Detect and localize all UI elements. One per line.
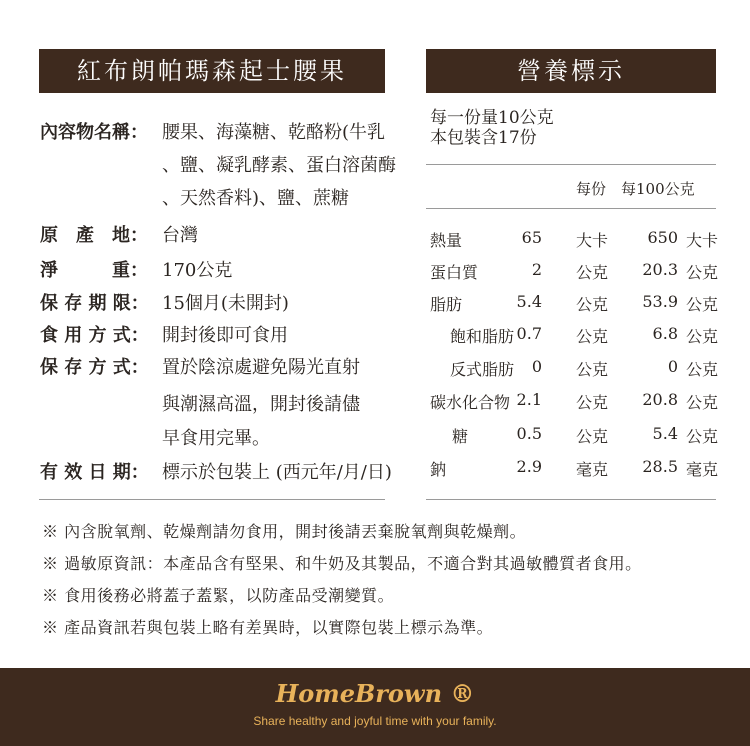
per-serving-unit: 公克 <box>576 327 609 346</box>
divider <box>39 499 385 500</box>
col-per-100g: 每100公克 <box>621 180 695 198</box>
per-100g-value: 650 <box>647 228 678 247</box>
per-100g-value: 5.4 <box>652 424 678 443</box>
storage-label: 保 存 方 式： <box>40 357 149 378</box>
shelf-life-value: 15個月(未開封) <box>162 293 289 314</box>
per-serving-unit: 大卡 <box>576 231 609 250</box>
nutrient-name: 鈉 <box>430 460 447 479</box>
nutrient-name: 反式脂肪 <box>450 360 515 379</box>
shelf-life-label: 保 存 期 限： <box>40 293 149 314</box>
serving-size: 每一份量10公克 <box>430 108 554 128</box>
ingredients-line-2: 、鹽、凝乳酵素、蛋白溶菌酶 <box>162 155 396 176</box>
divider <box>426 499 716 500</box>
net-weight-value: 170公克 <box>162 260 233 281</box>
per-100g-value: 28.5 <box>642 457 678 476</box>
nutrient-name: 糖 <box>452 427 469 446</box>
col-per-serving: 每份 <box>576 180 607 198</box>
nutrition-row <box>430 292 719 314</box>
net-weight-label: 淨 重： <box>40 260 148 281</box>
ingredients-label: 內容物名稱： <box>40 122 148 143</box>
note-item: ※ 食用後務必將蓋子蓋緊，以防產品受潮變質。 <box>42 586 395 605</box>
nutrition-title: 營養標示 <box>426 49 716 93</box>
nutrient-name: 飽和脂肪 <box>450 327 515 346</box>
per-serving-unit: 毫克 <box>576 460 609 479</box>
nutrition-row <box>430 260 719 282</box>
divider <box>426 164 716 165</box>
per-100g-value: 20.3 <box>642 260 678 279</box>
nutrient-name: 熱量 <box>430 231 463 250</box>
nutrition-row <box>430 457 719 479</box>
per-100g-value: 0 <box>667 357 678 376</box>
nutrition-row <box>430 424 719 446</box>
nutrient-name: 碳水化合物 <box>430 393 511 412</box>
nutrition-row <box>430 324 719 346</box>
per-100g-unit: 公克 <box>686 263 719 282</box>
usage-value: 開封後即可食用 <box>162 325 288 346</box>
note-item: ※ 產品資訊若與包裝上略有差異時，以實際包裝上標示為準。 <box>42 618 494 637</box>
nutrient-name: 蛋白質 <box>430 263 479 282</box>
per-serving-unit: 公克 <box>576 393 609 412</box>
per-100g-value: 53.9 <box>642 292 678 311</box>
expiry-label: 有 效 日 期： <box>40 462 149 483</box>
per-100g-unit: 公克 <box>686 360 719 379</box>
note-item: ※ 過敏原資訊：本產品含有堅果、和牛奶及其製品，不適合對其過敏體質者食用。 <box>42 554 642 573</box>
usage-label: 食 用 方 式： <box>40 325 149 346</box>
nutrition-row <box>430 228 719 250</box>
per-serving-value: 0.7 <box>516 324 542 343</box>
product-title: 紅布朗帕瑪森起士腰果 <box>39 49 385 93</box>
storage-line-2: 與潮濕高溫，開封後請儘 <box>162 394 360 415</box>
brand-logo: HomeBrown ® <box>275 679 475 708</box>
per-100g-unit: 大卡 <box>686 231 719 250</box>
per-100g-unit: 公克 <box>686 393 719 412</box>
nutrition-row <box>430 357 719 379</box>
per-100g-value: 6.8 <box>652 324 678 343</box>
per-serving-unit: 公克 <box>576 427 609 446</box>
ingredients-line-1: 腰果、海藻糖、乾酪粉(牛乳 <box>162 122 386 143</box>
per-serving-value: 5.4 <box>516 292 542 311</box>
servings-per-pack: 本包裝含17份 <box>430 128 537 148</box>
ingredients-line-3: 、天然香料)、鹽、蔗糖 <box>162 188 350 209</box>
origin-label: 原 產 地： <box>40 225 148 246</box>
per-serving-value: 0 <box>531 357 542 376</box>
per-100g-value: 20.8 <box>642 390 678 409</box>
expiry-value: 標示於包裝上 (西元年/月/日) <box>162 462 392 483</box>
origin-value: 台灣 <box>162 225 198 246</box>
per-serving-value: 2.9 <box>516 457 542 476</box>
per-serving-unit: 公克 <box>576 295 609 314</box>
storage-line-1: 置於陰涼處避免陽光直射 <box>162 357 360 378</box>
nutrient-name: 脂肪 <box>430 295 463 314</box>
nutrition-row <box>430 390 719 412</box>
note-item: ※ 內含脫氧劑、乾燥劑請勿食用，開封後請丟棄脫氧劑與乾燥劑。 <box>42 522 527 541</box>
per-100g-unit: 公克 <box>686 327 719 346</box>
per-serving-value: 65 <box>521 228 542 247</box>
brand-tagline: Share healthy and joyful time with your family. <box>253 714 497 728</box>
per-serving-unit: 公克 <box>576 263 609 282</box>
per-100g-unit: 公克 <box>686 427 719 446</box>
storage-line-3: 早食用完畢。 <box>162 428 270 449</box>
per-100g-unit: 毫克 <box>686 460 719 479</box>
per-serving-unit: 公克 <box>576 360 609 379</box>
per-100g-unit: 公克 <box>686 295 719 314</box>
footer <box>0 668 750 746</box>
per-serving-value: 2.1 <box>516 390 542 409</box>
per-serving-value: 2 <box>531 260 542 279</box>
divider <box>426 208 716 209</box>
per-serving-value: 0.5 <box>516 424 542 443</box>
